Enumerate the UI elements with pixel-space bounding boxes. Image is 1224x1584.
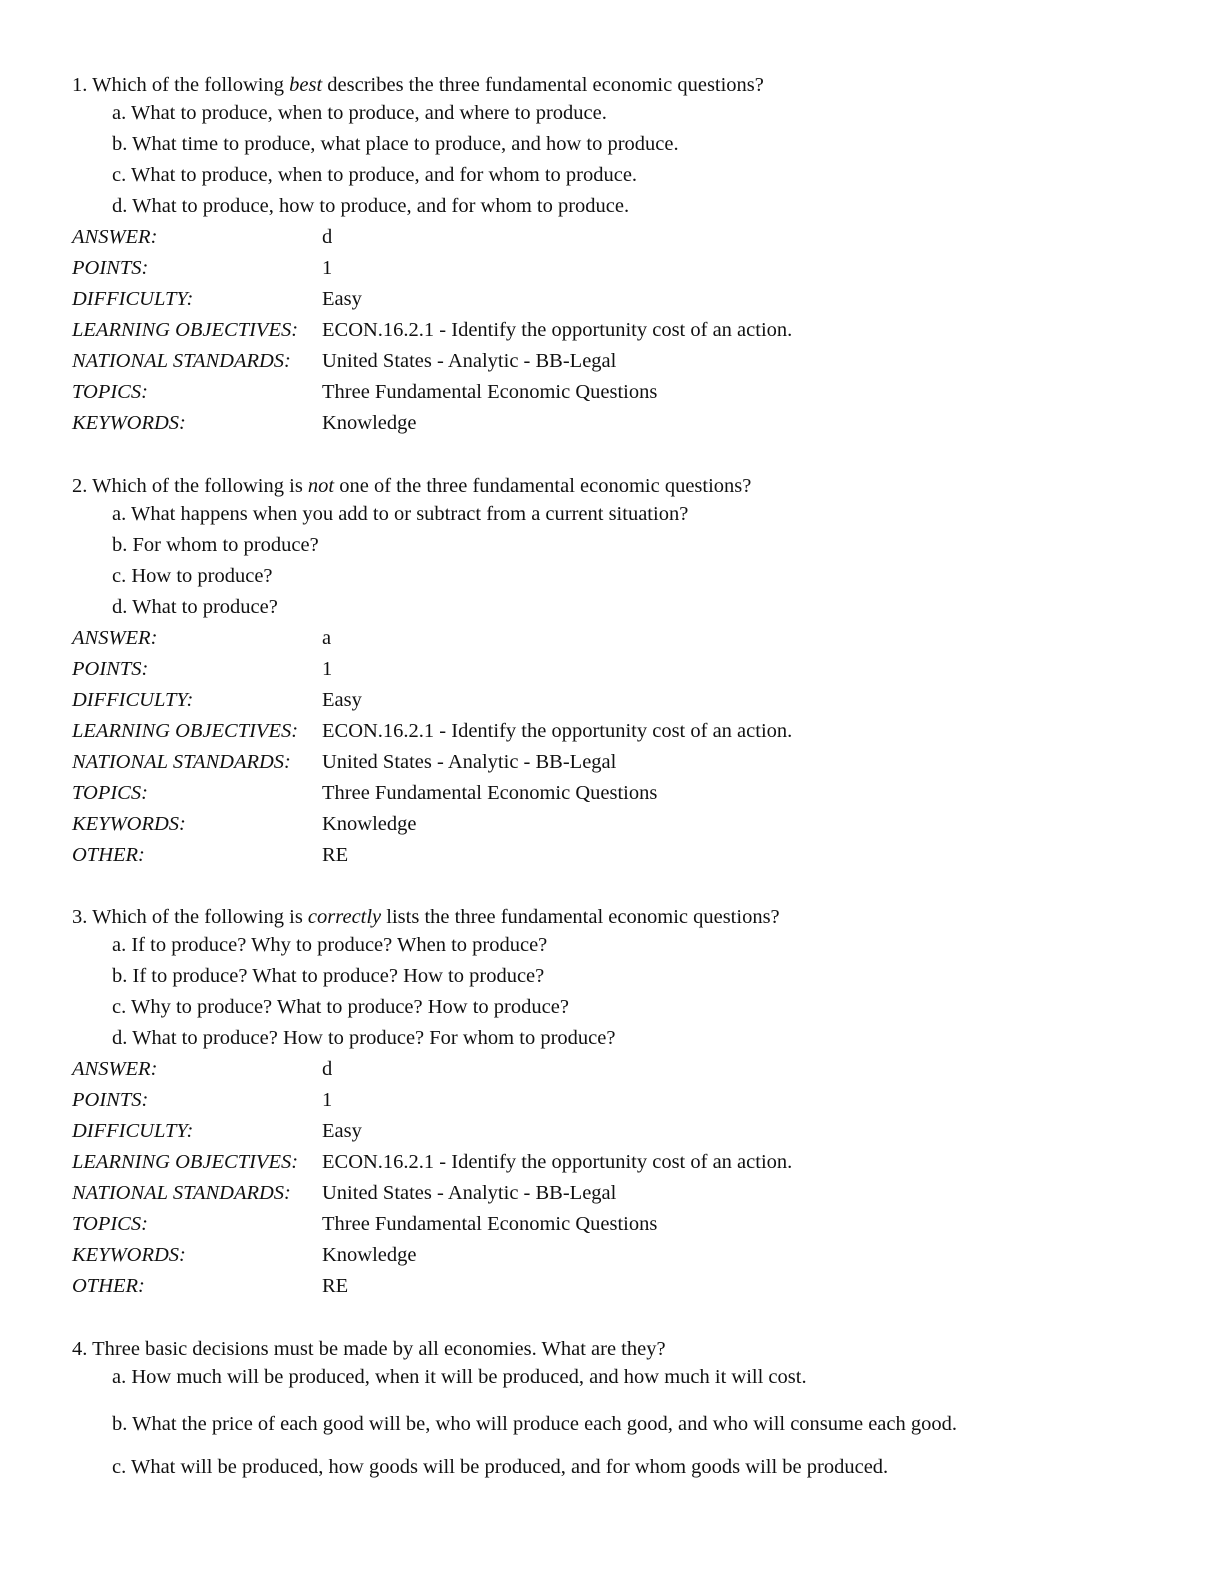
question-3-points-row: POINTS: 1 (72, 1089, 333, 1111)
question-4-choice-c: c. What will be produced, how goods will be produced, and for whom goods will be produced. (112, 1456, 889, 1478)
question-1-choice-d: d. What to produce, how to produce, and for whom to produce. (112, 195, 630, 217)
question-1-choice-a: a. What to produce, when to produce, and where to produce. (112, 102, 607, 124)
question-1-keywords-row: KEYWORDS: Knowledge (72, 412, 417, 434)
question-2 (72, 473, 1152, 871)
question-1-choice-b: b. What time to produce, what place to produce, and how to produce. (112, 133, 679, 155)
question-2-choice-d: d. What to produce? (112, 596, 278, 618)
question-2-difficulty-row: DIFFICULTY: Easy (72, 689, 362, 711)
question-1-objectives-row: LEARNING OBJECTIVES: ECON.16.2.1 - Identify the opportunity cost of an action. (72, 319, 793, 341)
question-1-standards-row: NATIONAL STANDARDS: United States - Analytic - BB-Legal (72, 350, 617, 372)
question-2-keywords-row: KEYWORDS: Knowledge (72, 813, 417, 835)
question-2-points-row: POINTS: 1 (72, 658, 333, 680)
question-4 (72, 1336, 1152, 1488)
question-2-objectives-row: LEARNING OBJECTIVES: ECON.16.2.1 - Identify the opportunity cost of an action. (72, 720, 793, 742)
question-2-standards-row: NATIONAL STANDARDS: United States - Analytic - BB-Legal (72, 751, 617, 773)
question-1-choice-c: c. What to produce, when to produce, and for whom to produce. (112, 164, 638, 186)
question-2-answer-row: ANSWER: a (72, 627, 332, 649)
question-4-choice-a: a. How much will be produced, when it will be produced, and how much it will cost. (112, 1366, 807, 1388)
question-3-difficulty-row: DIFFICULTY: Easy (72, 1120, 362, 1142)
question-3-choice-a: a. If to produce? Why to produce? When to produce? (112, 934, 548, 956)
question-3-keywords-row: KEYWORDS: Knowledge (72, 1244, 417, 1266)
question-4-choice-b: b. What the price of each good will be, who will produce each good, and who will consume each good. (112, 1413, 958, 1435)
question-1 (72, 72, 1152, 439)
question-2-choice-b: b. For whom to produce? (112, 534, 319, 556)
question-3-objectives-row: LEARNING OBJECTIVES: ECON.16.2.1 - Identify the opportunity cost of an action. (72, 1151, 793, 1173)
question-4-text: 4. Three basic decisions must be made by all economies. What are they? (72, 1338, 666, 1360)
question-3-other-row: OTHER: RE (72, 1275, 349, 1297)
question-1-difficulty-row: DIFFICULTY: Easy (72, 288, 362, 310)
question-3-answer-row: ANSWER: d (72, 1058, 333, 1080)
question-2-text: 2. Which of the following is not one of the three fundamental economic questions? (72, 475, 752, 497)
question-3-topics-row: TOPICS: Three Fundamental Economic Questions (72, 1213, 658, 1235)
question-3-choice-d: d. What to produce? How to produce? For whom to produce? (112, 1027, 616, 1049)
question-3-standards-row: NATIONAL STANDARDS: United States - Analytic - BB-Legal (72, 1182, 617, 1204)
question-1-text: 1. Which of the following best describes the three fundamental economic questions? (72, 74, 764, 96)
question-2-topics-row: TOPICS: Three Fundamental Economic Questions (72, 782, 658, 804)
question-2-choice-a: a. What happens when you add to or subtract from a current situation? (112, 503, 689, 525)
question-1-answer-row: ANSWER: d (72, 226, 333, 248)
question-1-topics-row: TOPICS: Three Fundamental Economic Questions (72, 381, 658, 403)
question-3-choice-c: c. Why to produce? What to produce? How to produce? (112, 996, 569, 1018)
question-3-choice-b: b. If to produce? What to produce? How to produce? (112, 965, 545, 987)
question-3-text: 3. Which of the following is correctly lists the three fundamental economic questions? (72, 906, 780, 928)
question-2-choice-c: c. How to produce? (112, 565, 273, 587)
question-2-other-row: OTHER: RE (72, 844, 349, 866)
question-3 (72, 904, 1152, 1302)
question-1-points-row: POINTS: 1 (72, 257, 333, 279)
